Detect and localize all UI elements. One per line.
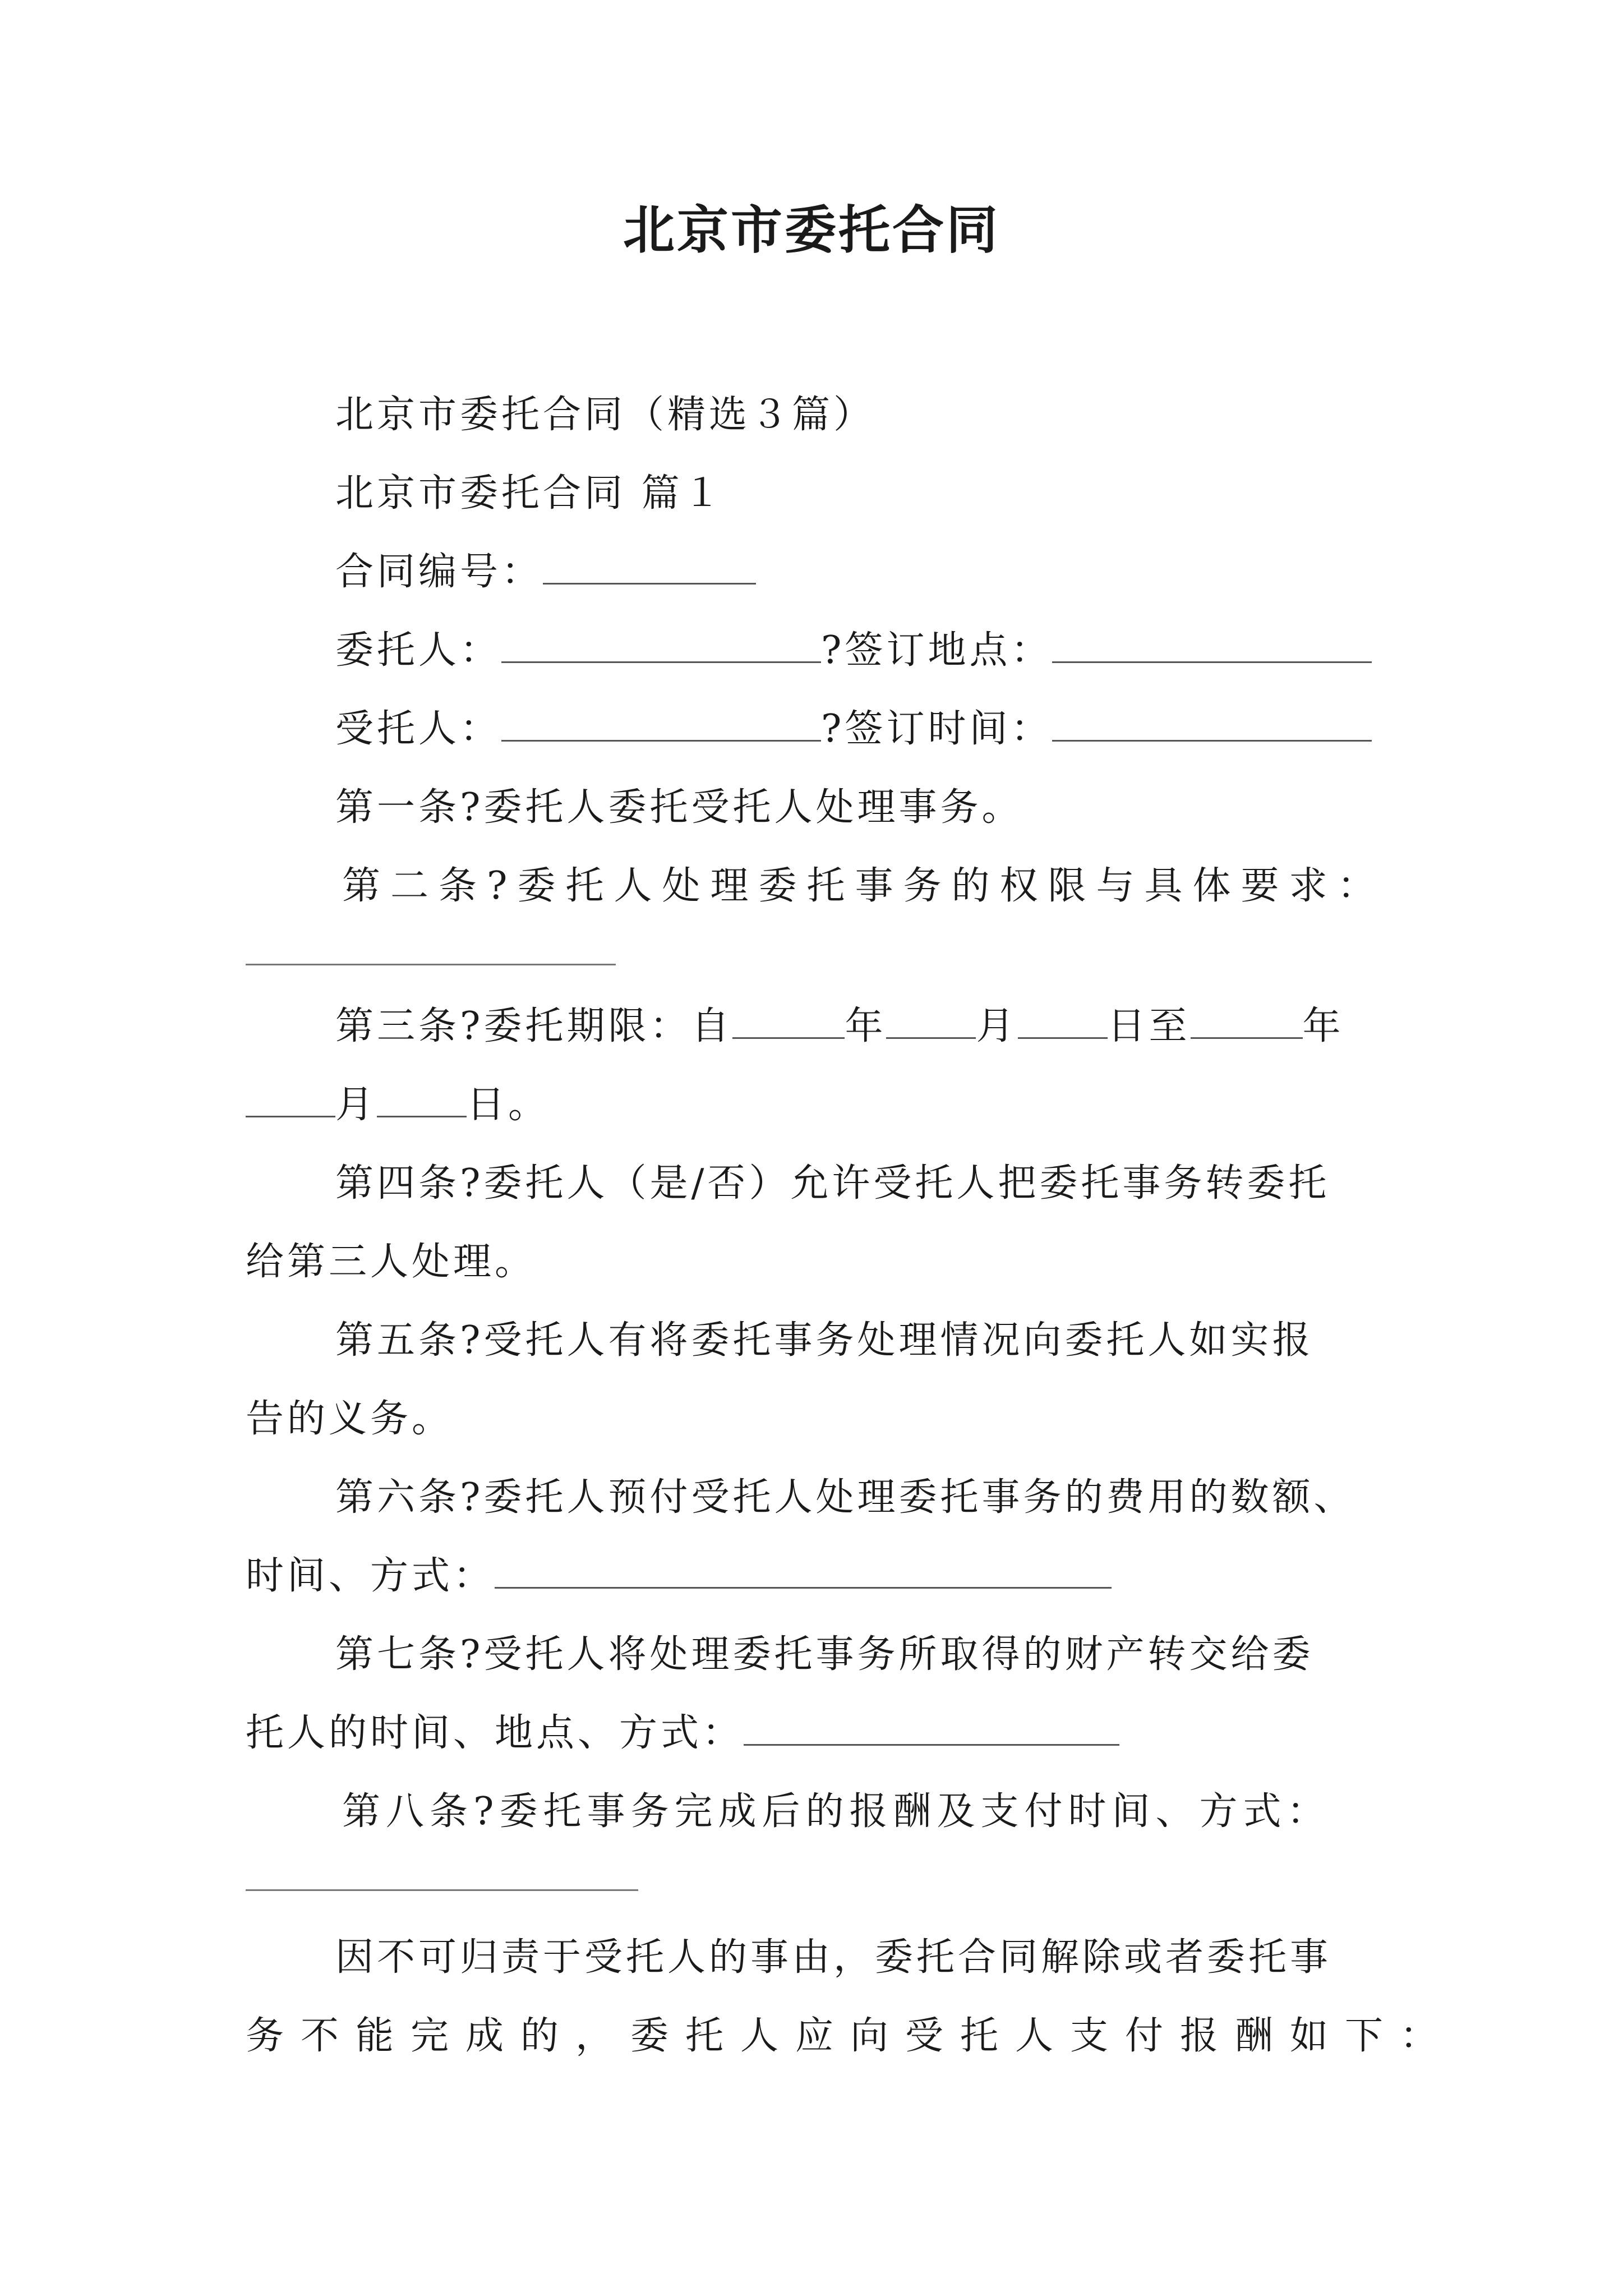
contract-number-line bbox=[335, 544, 756, 600]
article-3-from: 第三条?委托期限：自 bbox=[335, 1004, 733, 1048]
contract-number-blank bbox=[543, 548, 756, 585]
sign-time-label: ?签订时间： bbox=[821, 707, 1053, 751]
article-3-line-2 bbox=[246, 1077, 550, 1133]
article-2: 第二条?委托人处理委托事务的权限与具体要求： bbox=[342, 864, 1386, 908]
principal-blank bbox=[501, 627, 821, 663]
part-heading: 北京市委托合同 篇１ bbox=[335, 471, 725, 516]
principal-line bbox=[335, 623, 1372, 679]
article-8-blank bbox=[246, 1889, 638, 1891]
article-3-line-1 bbox=[335, 999, 1344, 1055]
article-4-line-1: 第四条?委托人（是/否）允许受托人把委托事务转委托 bbox=[335, 1161, 1330, 1205]
start-month-blank bbox=[886, 1002, 976, 1039]
article-7-line-2 bbox=[246, 1705, 1119, 1761]
day-to-label: 日至 bbox=[1107, 1004, 1191, 1048]
document-title: 北京市委托合同 bbox=[623, 200, 1000, 260]
document-subtitle: 北京市委托合同（精选３篇） bbox=[335, 393, 875, 437]
sign-time-blank bbox=[1052, 705, 1372, 742]
article-6-label: 时间、方式： bbox=[246, 1554, 495, 1598]
year-label-2: 年 bbox=[1302, 1004, 1344, 1048]
sign-place-blank bbox=[1052, 627, 1372, 663]
article-2-blank bbox=[246, 964, 616, 965]
contract-number-label: 合同编号： bbox=[335, 550, 543, 594]
day-end-label: 日。 bbox=[467, 1083, 550, 1127]
agent-line bbox=[335, 701, 1372, 757]
article-7-label: 托人的时间、地点、方式： bbox=[246, 1711, 744, 1755]
agent-label: 受托人： bbox=[335, 707, 502, 751]
principal-label: 委托人： bbox=[335, 628, 502, 673]
start-year-blank bbox=[732, 1002, 845, 1039]
article-7-line-1: 第七条?受托人将处理委托事务所取得的财产转交给委 bbox=[335, 1632, 1314, 1677]
sign-place-label: ?签订地点： bbox=[821, 628, 1053, 673]
article-8: 第八条?委托事务完成后的报酬及支付时间、方式： bbox=[342, 1789, 1331, 1834]
start-day-blank bbox=[1018, 1002, 1108, 1039]
month-label-2: 月 bbox=[335, 1083, 377, 1127]
article-7-blank bbox=[744, 1709, 1119, 1746]
month-label: 月 bbox=[976, 1004, 1018, 1048]
article-5-line-1: 第五条?受托人有将委托事务处理情况向委托人如实报 bbox=[335, 1318, 1314, 1363]
article-6-line-1: 第六条?委托人预付受托人处理委托事务的费用的数额、 bbox=[335, 1475, 1355, 1520]
year-label: 年 bbox=[845, 1004, 887, 1048]
agent-blank bbox=[501, 705, 821, 742]
article-6-line-2 bbox=[246, 1548, 1112, 1604]
end-year-blank bbox=[1191, 1002, 1303, 1039]
paragraph-line-1: 因不可归责于受托人的事由，委托合同解除或者委托事 bbox=[335, 1935, 1332, 1980]
end-month-blank bbox=[246, 1081, 335, 1117]
article-6-blank bbox=[495, 1552, 1112, 1589]
end-day-blank bbox=[377, 1081, 467, 1117]
article-5-line-2: 告的义务。 bbox=[246, 1397, 454, 1441]
article-1: 第一条?委托人委托受托人处理事务。 bbox=[335, 785, 1023, 830]
article-4-line-2: 给第三人处理。 bbox=[246, 1240, 537, 1284]
paragraph-line-2: 务不能完成的，委托人应向受托人支付报酬如下： bbox=[246, 2014, 1455, 2058]
